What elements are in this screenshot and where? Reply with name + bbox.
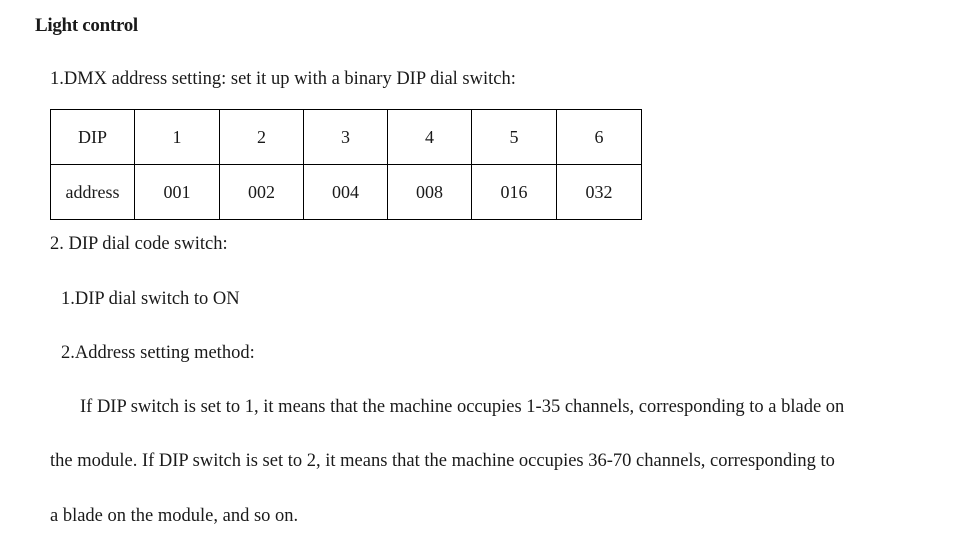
- table-row-dip: [51, 110, 642, 165]
- address-cell-5: 016: [472, 165, 557, 220]
- paragraph-line-1: If DIP switch is set to 1, it means that the machine occupies 1-35 channels, corresponding to a blade on: [80, 397, 845, 417]
- address-cell-1: 001: [135, 165, 220, 220]
- table-row-address: [51, 165, 642, 220]
- dip-cell-4: 4: [388, 110, 472, 165]
- dip-cell-5: 5: [472, 110, 557, 165]
- address-cell-3: 004: [304, 165, 388, 220]
- address-cell-2: 002: [220, 165, 304, 220]
- dip-dial-code-switch-heading: 2. DIP dial code switch:: [50, 234, 228, 254]
- address-cell-4: 008: [388, 165, 472, 220]
- dmx-address-setting-text: 1.DMX address setting: set it up with a binary DIP dial switch:: [50, 69, 516, 89]
- address-setting-method-item: 2.Address setting method:: [61, 343, 255, 363]
- dip-cell-6: 6: [557, 110, 642, 165]
- paragraph-line-2: the module. If DIP switch is set to 2, it means that the machine occupies 36-70 channels, corresponding to: [50, 451, 835, 471]
- dip-address-table: [50, 109, 642, 220]
- dip-switch-on-item: 1.DIP dial switch to ON: [61, 289, 240, 309]
- dip-cell-3: 3: [304, 110, 388, 165]
- paragraph-line-3: a blade on the module, and so on.: [50, 506, 299, 526]
- page-heading: Light control: [35, 15, 138, 36]
- dip-cell-1: 1: [135, 110, 220, 165]
- dip-row-label: DIP: [51, 110, 135, 165]
- address-cell-6: 032: [557, 165, 642, 220]
- dip-cell-2: 2: [220, 110, 304, 165]
- address-row-label: address: [51, 165, 135, 220]
